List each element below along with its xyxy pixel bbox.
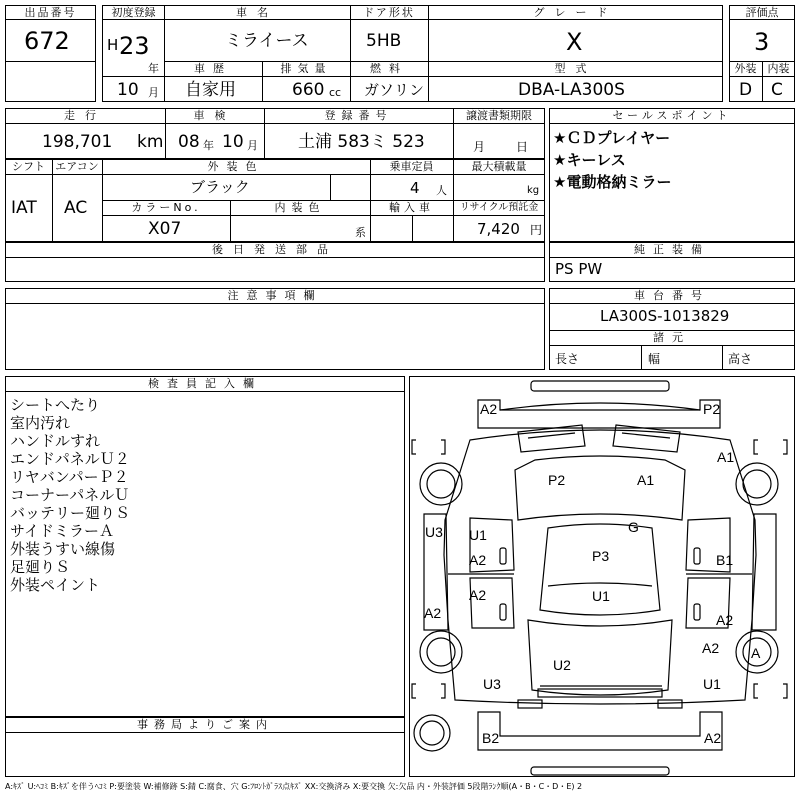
damage-mark: A2 [424, 605, 442, 621]
legend: A:ｷｽﾞ U:ﾍｺﾐ B:ｷｽﾞを伴うﾍｺﾐ P:要塗装 W:補修跡 S:錆 C:腐食、穴 G:ﾌﾛﾝﾄｶﾞﾗｽ点ｷｽﾞ XX:交換済み X:要交換 欠:欠品 内・外装評価 5段階ﾗﾝｸ順(A・B・C・D・E) 2 [5, 782, 583, 791]
mileage-label: 走行 [64, 109, 106, 122]
intcolor-label: 内装色 [274, 201, 326, 214]
remark-line: コーナーパネルＵ [10, 486, 130, 504]
damage-mark: P2 [548, 472, 566, 488]
damage-mark: P2 [703, 401, 721, 417]
remark-line: バッテリー廻りＳ [10, 504, 131, 522]
model-label: 型式 [554, 62, 597, 75]
score-label: 評価点 [745, 6, 779, 19]
damage-mark: A1 [717, 449, 735, 465]
damage-mark: U1 [703, 676, 721, 692]
damage-mark: U3 [425, 524, 443, 540]
notes-label: 注意事項欄 [227, 289, 323, 302]
first-reg-label: 初度登録 [111, 6, 156, 19]
transfer-month: 月 [473, 140, 486, 154]
history-label: 車歴 [194, 62, 232, 75]
disp-unit: cc [329, 86, 342, 99]
damage-mark: A2 [480, 401, 498, 417]
transfer-label: 譲渡書類期限 [466, 109, 532, 122]
remark-line: ハンドルすれ [10, 432, 101, 450]
grade-label: グレード [533, 6, 618, 19]
era: H [107, 36, 119, 54]
remark-line: 外装ペイント [10, 576, 101, 594]
int-label: 内装 [767, 62, 790, 75]
inspect-year-unit: 年 [203, 139, 214, 152]
shift: IAT [11, 198, 37, 218]
disp-label: 排気量 [280, 62, 332, 75]
reg-label: 登録番号 [324, 109, 393, 122]
mileage: 198,701 [42, 132, 113, 152]
inspector-label: 検査員記入欄 [148, 377, 262, 390]
door-label: ドア形状 [363, 6, 415, 19]
aircon: AC [64, 198, 88, 218]
sales-point: ★電動格納ミラー [553, 173, 672, 191]
damage-mark: U1 [469, 527, 487, 543]
inspect-month-unit: 月 [247, 139, 258, 152]
intcolor-unit: 系 [355, 226, 366, 239]
damage-mark: P3 [592, 548, 610, 564]
int-grade: C [771, 80, 783, 100]
import-label: 輸入車 [389, 201, 434, 214]
load-unit: kg [527, 185, 540, 196]
month-unit: 月 [148, 86, 159, 99]
first-reg-month: 10 [117, 80, 139, 100]
damage-mark: A1 [637, 472, 655, 488]
lot-label: 出品番号 [24, 6, 77, 19]
first-reg-year: 23 [119, 32, 150, 60]
damage-mark: U1 [592, 588, 610, 604]
damage-mark: A2 [469, 587, 487, 603]
score: 3 [754, 28, 770, 56]
colorno-label: カラーNo. [131, 201, 201, 214]
registration-number: 土浦 583ミ 523 [298, 132, 425, 152]
damage-mark: U2 [553, 657, 571, 673]
fuel: ガソリン [364, 81, 425, 99]
capacity: 4 [410, 179, 420, 197]
color-number: X07 [148, 219, 182, 239]
displacement: 660 [292, 80, 325, 100]
remark-line: サイドミラーＡ [10, 522, 114, 540]
history: 自家用 [185, 80, 236, 100]
inspect-month: 10 [222, 132, 244, 152]
office-label: 事務局よりご案内 [137, 718, 273, 731]
genuine-equipment: PS PW [555, 260, 603, 278]
later-parts-label: 後日発送部品 [212, 243, 338, 256]
remark-line: シートへたり [10, 396, 101, 414]
height-label: 高さ [728, 352, 753, 366]
remark-line: 室内汚れ [10, 414, 71, 432]
remark-line: エンドパネルＵ２ [10, 450, 130, 468]
remark-line: リヤバンパーＰ２ [10, 468, 129, 486]
damage-mark: B2 [482, 730, 500, 746]
sales-point: ★ＣＤプレイヤー [553, 129, 671, 147]
ext-label: 外装 [734, 62, 757, 75]
grade: X [566, 28, 583, 56]
damage-mark: A2 [716, 612, 734, 628]
name-label: 車名 [236, 6, 278, 19]
width-label: 幅 [648, 352, 661, 366]
damage-mark: B1 [716, 552, 734, 568]
damage-mark: A2 [702, 640, 720, 656]
year-unit: 年 [148, 62, 159, 75]
body-color: ブラック [190, 178, 250, 196]
damage-mark: G [628, 519, 639, 535]
remark-line: 外装うすい線傷 [10, 540, 116, 558]
length-label: 長さ [555, 352, 580, 366]
chassis-number: LA300S-1013829 [600, 307, 730, 325]
ac-label: エアコン [55, 160, 99, 173]
model: DBA-LA300S [518, 80, 625, 100]
sales-point: ★キーレス [553, 151, 626, 169]
door-type: 5HB [366, 31, 402, 51]
transfer-day: 日 [516, 140, 529, 154]
mileage-unit: km [137, 132, 164, 152]
recycle-unit: 円 [530, 223, 543, 237]
remark-line: 足廻りＳ [10, 558, 71, 576]
shift-label: シフト [12, 160, 45, 173]
load-label: 最大積載量 [471, 160, 527, 173]
ext-grade: D [739, 80, 753, 100]
capacity-label: 乗車定員 [389, 160, 434, 173]
inspect-year: 08 [178, 132, 200, 152]
lot-number: 672 [24, 27, 70, 55]
capacity-unit: 人 [436, 184, 447, 197]
sales-label: セールスポイント [612, 109, 732, 122]
fuel-label: 燃料 [370, 62, 408, 75]
dims-label: 諸元 [653, 331, 691, 344]
damage-mark: A2 [704, 730, 722, 746]
inspect-label: 車検 [193, 109, 236, 122]
car-name: ミライース [225, 31, 309, 51]
recycle-fee: 7,420 [477, 220, 520, 238]
damage-mark: U3 [483, 676, 501, 692]
genuine-label: 純正装備 [634, 243, 710, 256]
damage-mark: A2 [469, 552, 487, 568]
chassis-label: 車台番号 [634, 289, 710, 302]
color-label: 外装色 [207, 160, 265, 173]
damage-mark: A [751, 645, 761, 661]
recycle-label: リサイクル預託金 [459, 202, 539, 213]
